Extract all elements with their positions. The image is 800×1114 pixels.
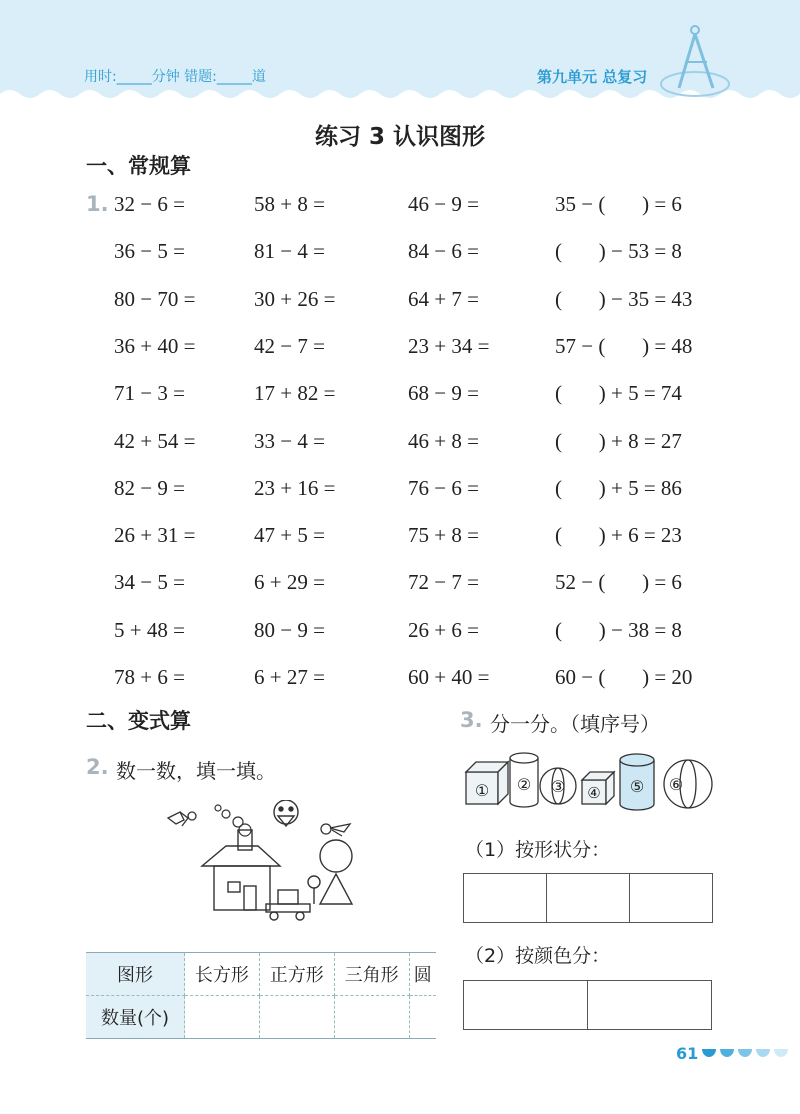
answer-boxes-by-color — [463, 980, 712, 1030]
calc-problem: 81 − 4 = — [254, 239, 325, 264]
calc-problem: 23 + 34 = — [408, 333, 490, 358]
fill-blank-equation: ( ) + 5 = 86 — [555, 475, 682, 500]
bird-left-icon — [168, 812, 196, 826]
fill-blank-equation: 57 − ( ) = 48 — [555, 333, 693, 358]
calc-problem: 80 − 70 = — [114, 286, 196, 311]
calc-problem: 23 + 16 = — [254, 475, 336, 500]
face-icon — [274, 800, 298, 826]
question-3-text: 分一分。（填序号） — [490, 712, 660, 736]
calc-problem: 82 − 9 = — [114, 475, 185, 500]
answer-cell-square[interactable] — [259, 996, 334, 1039]
calc-problem: 26 + 6 = — [408, 617, 479, 642]
house-icon — [202, 830, 280, 910]
answer-box[interactable] — [588, 981, 711, 1029]
calc-problem: 30 + 26 = — [254, 286, 336, 311]
answer-box[interactable] — [630, 874, 712, 922]
cart-icon — [266, 876, 320, 920]
calc-problem: 33 − 4 = — [254, 428, 325, 453]
shape-label: ② — [516, 775, 532, 794]
calc-problem: 34 − 5 = — [114, 570, 185, 595]
fill-blank-equation: ( ) + 5 = 74 — [555, 381, 682, 406]
answer-cell-circle[interactable] — [409, 996, 436, 1039]
calc-problem: 5 + 48 = — [114, 617, 185, 642]
calc-problem: 42 − 7 = — [254, 333, 325, 358]
count-table-header-cell: 图形 — [86, 953, 185, 996]
bird-right-icon — [321, 824, 350, 836]
calc-problem: 64 + 7 = — [408, 286, 479, 311]
calc-problem: 72 − 7 = — [408, 570, 479, 595]
calc-problem: 60 + 40 = — [408, 665, 490, 689]
sub-question-2: （2）按颜色分： — [465, 945, 611, 967]
fill-blank-equation: 60 − ( ) = 20 — [555, 665, 693, 689]
calc-problem: 58 + 8 = — [254, 192, 325, 216]
calc-problem: 17 + 82 = — [254, 381, 336, 406]
calc-problem: 6 + 27 = — [254, 665, 325, 689]
answer-box[interactable] — [547, 874, 630, 922]
calc-problem: 36 − 5 = — [114, 239, 185, 264]
section-2-title: 二、变式算 — [86, 709, 191, 733]
calc-problem: 32 − 6 = — [114, 192, 185, 216]
count-table-header-cell: 正方形 — [259, 953, 334, 996]
calc-problem: 75 + 8 = — [408, 523, 479, 548]
calc-problem: 84 − 6 = — [408, 239, 479, 264]
count-table-header-row — [86, 953, 436, 996]
shape-label: ④ — [587, 784, 601, 802]
answer-box[interactable] — [464, 981, 588, 1029]
calc-problem: 36 + 40 = — [114, 333, 196, 358]
count-table-answer-row — [86, 996, 436, 1039]
calc-problem: 47 + 5 = — [254, 523, 325, 548]
fill-blank-equation: ( ) + 6 = 23 — [555, 523, 682, 548]
compass-icon — [655, 22, 735, 102]
question-2-text: 数一数，填一填。 — [116, 759, 276, 783]
question-3-number: 3. — [460, 708, 483, 732]
time-error-label: 用时:_____分钟 错题:_____道 — [84, 69, 266, 85]
calc-problem: 76 − 6 = — [408, 475, 479, 500]
shape-picture — [160, 800, 360, 925]
sub-question-1: （1）按形状分： — [465, 839, 611, 861]
count-table-row-label: 数量(个) — [86, 996, 185, 1039]
solid-shapes-row — [462, 748, 718, 812]
count-table-header-cell: 三角形 — [334, 953, 409, 996]
shape-label: ③ — [550, 777, 566, 796]
answer-box[interactable] — [464, 874, 547, 922]
calc-problem: 80 − 9 = — [254, 617, 325, 642]
question-1-number: 1. — [86, 192, 109, 216]
fill-blank-equation: ( ) − 53 = 8 — [555, 239, 682, 264]
shape-label: ⑤ — [629, 777, 645, 796]
answer-cell-rectangle[interactable] — [185, 996, 260, 1039]
shape-label: ⑥ — [668, 775, 684, 794]
answer-cell-triangle[interactable] — [334, 996, 409, 1039]
calc-problem: 46 + 8 = — [408, 428, 479, 453]
calc-problem: 6 + 29 = — [254, 570, 325, 595]
fill-blank-equation: 52 − ( ) = 6 — [555, 570, 682, 595]
calc-problem: 42 + 54 = — [114, 428, 196, 453]
fill-blank-equation: 35 − ( ) = 6 — [555, 192, 682, 216]
section-1-title: 一、常规算 — [86, 154, 191, 178]
bubbles-icon — [215, 805, 251, 836]
fill-blank-equation: ( ) − 35 = 43 — [555, 286, 693, 311]
shape-label: ① — [474, 781, 490, 800]
fill-blank-equation: ( ) + 8 = 27 — [555, 428, 682, 453]
calc-problem: 26 + 31 = — [114, 523, 196, 548]
page-number: 61 — [676, 1044, 699, 1063]
fill-blank-equation: ( ) − 38 = 8 — [555, 617, 682, 642]
page-title: 练习 3 认识图形 — [314, 124, 486, 150]
calc-problem: 46 − 9 = — [408, 192, 479, 216]
answer-boxes-by-shape — [463, 873, 713, 923]
count-table-header-cell: 长方形 — [185, 953, 260, 996]
unit-label: 第九单元 总复习 — [537, 68, 648, 86]
circle-triangle-figure-icon — [320, 840, 352, 904]
calc-problem: 71 − 3 = — [114, 381, 185, 406]
calc-problem: 78 + 6 = — [114, 665, 185, 689]
question-2-number: 2. — [86, 755, 109, 779]
count-table — [86, 952, 436, 1039]
page-dots-decoration — [700, 1046, 792, 1062]
calc-problem: 68 − 9 = — [408, 381, 479, 406]
count-table-header-cell: 圆 — [409, 953, 436, 996]
